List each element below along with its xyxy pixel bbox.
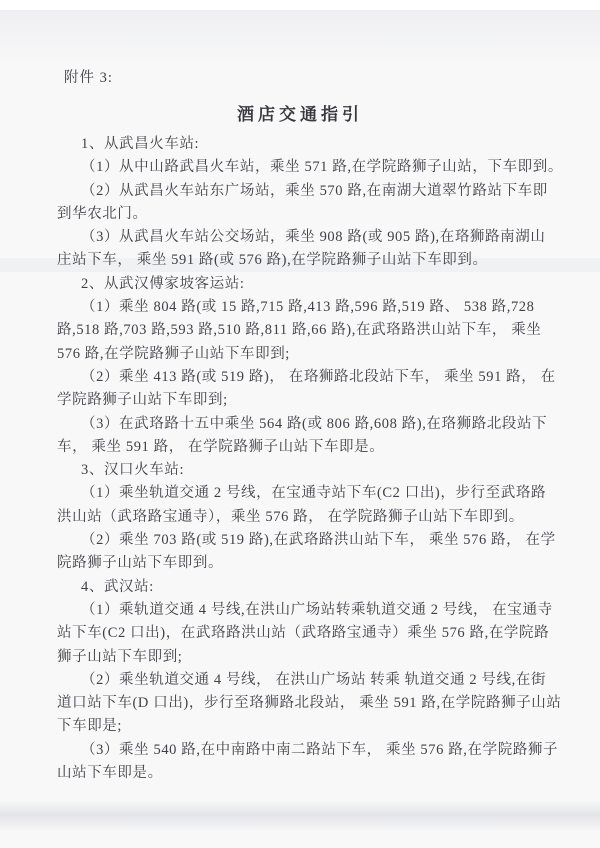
section-heading-2: 2、从武汉傅家坡客运站: <box>81 275 245 292</box>
text-line: 洪山站（武珞路宝通寺），乘坐 576 路， 在学院路狮子山站下车即到。 <box>57 508 524 525</box>
text-line: （1）乘坐 804 路(或 15 路,715 路,413 路,596 路,519 路、 538 路,728 <box>81 299 535 316</box>
text-line: （3）在武珞路十五中乘坐 564 路(或 806 路,608 路),在珞狮路北段站下 <box>81 415 548 432</box>
text-line: （2）乘坐 703 路(或 519 路),在武珞路洪山站下车， 乘坐 576 路， 在学 <box>81 532 556 549</box>
text-line: 山站下车即是。 <box>57 765 163 782</box>
section-heading-1: 1、从武昌火车站: <box>81 136 200 152</box>
document-body <box>57 133 563 785</box>
attachment-label: 附件 3: <box>64 70 113 86</box>
text-line: （3）从武昌火车站公交场站，乘坐 908 路(或 905 路),在珞狮路南湖山 <box>81 229 546 246</box>
section-heading-3: 3、汉口火车站: <box>81 462 185 479</box>
text-line: 下车即是; <box>57 718 123 735</box>
text-line: （3）乘坐 540 路,在中南路中南二路站下车， 乘坐 576 路,在学院路狮子 <box>81 741 559 758</box>
text-line: 路,518 路,703 路,593 路,510 路,811 路,66 路),在武珞路洪山站下车， 乘坐 <box>57 322 542 339</box>
text-line: （1）从中山路武昌火车站，乘坐 571 路,在学院路狮子山站，下车即到。 <box>81 159 563 176</box>
text-line: 站下车(C2 口出)，在武珞路洪山站（武珞路宝通寺）乘坐 576 路,在学院路 <box>57 625 550 642</box>
scan-artifact-upper <box>0 10 600 65</box>
text-line: 到华农北门。 <box>57 205 148 222</box>
section-heading-4: 4、武汉站: <box>81 578 154 595</box>
scan-artifact-bottom <box>0 800 600 830</box>
text-line: 庄站下车， 乘坐 591 路(或 576 路),在学院路狮子山站下车即到。 <box>57 252 488 269</box>
text-line: （1）乘轨道交通 4 号线,在洪山广场站转乘轨道交通 2 号线， 在宝通寺 <box>81 601 553 618</box>
text-line: （2）乘坐轨道交通 4 号线， 在洪山广场站 转乘 轨道交通 2 号线,在街 <box>81 671 547 688</box>
text-line: 院路狮子山站下车即到。 <box>57 555 224 572</box>
text-line: 道口站下车(D 口出)，步行至珞狮路北段站， 乘坐 591 路,在学院路狮子山站 <box>57 695 562 712</box>
text-line: 狮子山站下车即到; <box>57 648 183 665</box>
text-line: （1）乘坐轨道交通 2 号线，在宝通寺站下车(C2 口出)，步行至武珞路 <box>81 485 547 502</box>
text-line: （2）乘坐 413 路(或 519 路)， 在珞狮路北段站下车， 乘坐 591 路， 在 <box>81 368 556 385</box>
document-title: 酒店交通指引 <box>237 105 363 124</box>
text-line: 576 路,在学院路狮子山站下车即到; <box>57 345 290 362</box>
text-line: 车， 乘坐 591 路， 在学院路狮子山站下车即是。 <box>57 438 385 455</box>
text-line: 学院路狮子山站下车即到; <box>57 392 228 409</box>
text-line: （2）从武昌火车站东广场站，乘坐 570 路,在南湖大道翠竹路站下车即 <box>81 182 548 199</box>
scan-edge-top <box>0 0 600 10</box>
